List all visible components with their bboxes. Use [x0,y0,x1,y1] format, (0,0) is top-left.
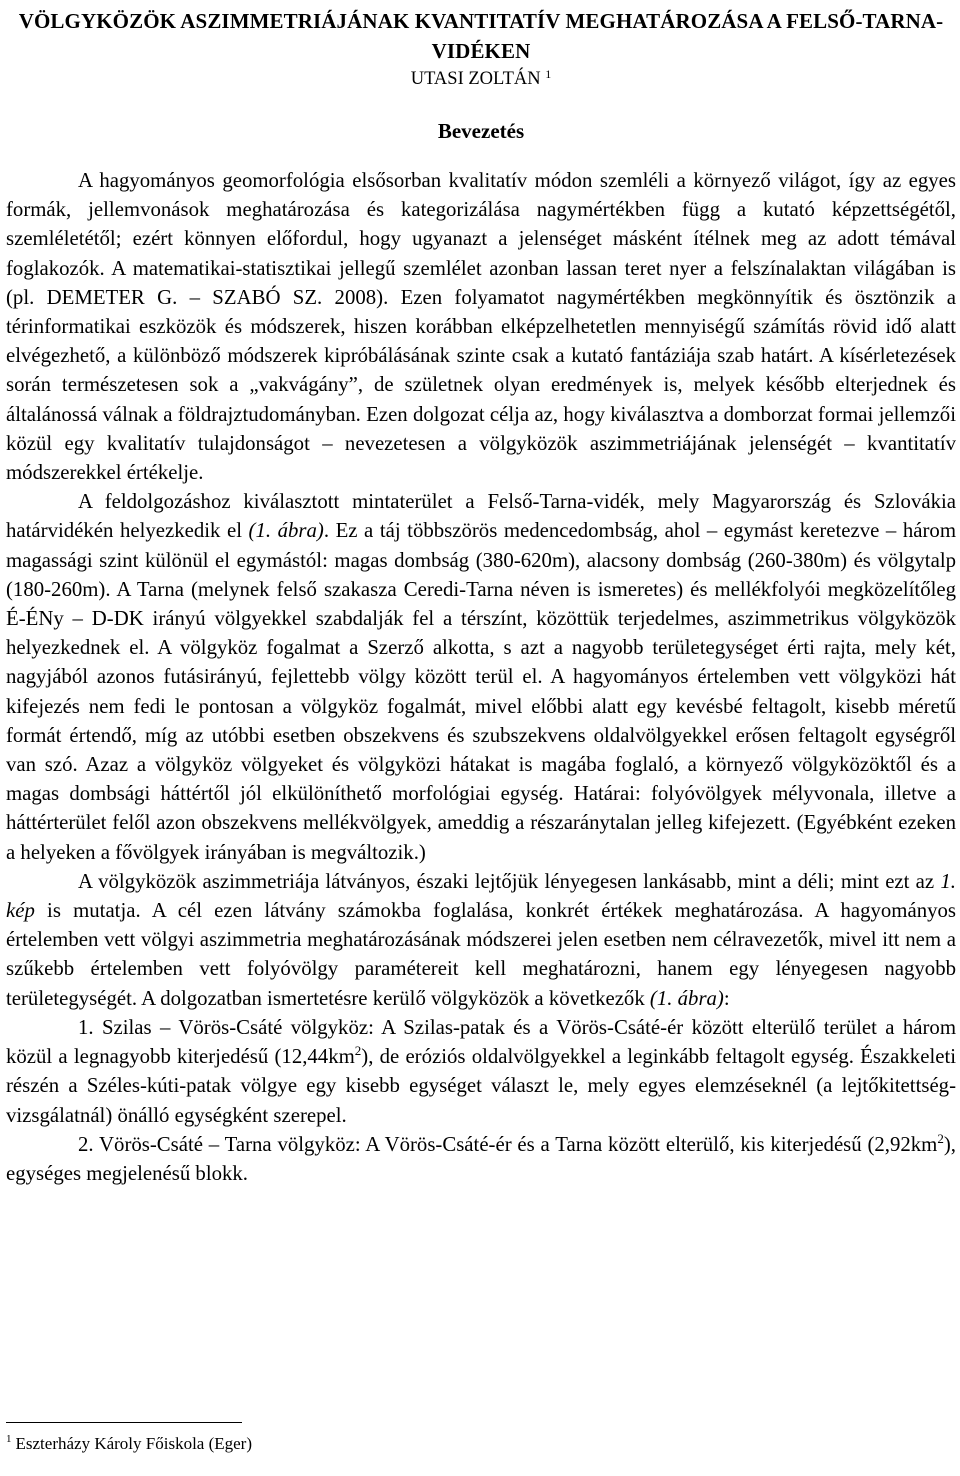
figure-reference: (1. ábra) [248,519,324,543]
paragraph-3 [6,867,956,1013]
paragraph-4-text-a: 1. Szilas – Vörös-Csáté völgyköz: A Szilas-patak és a Vörös-Csáté-ér között elterülő terület a három közül a legnagyobb kiterjedésű (12,44km [6,1015,956,1069]
paragraph-5-text-a: 2. Vörös-Csáté – Tarna völgyköz: A Vörös-Csáté-ér és a Tarna között elterülő, kis kiterjedésű (2,92km [78,1132,938,1156]
paragraph-3-text-a: A völgyközök aszimmetriája látványos, északi lejtőjük lényegesen lankásabb, mint a déli; mint ezt az [78,869,941,893]
footnote-text: Eszterházy Károly Főiskola (Eger) [15,1434,252,1453]
footnote-divider [6,1422,242,1423]
paragraph-4 [6,1013,956,1130]
paragraph-4-text-b: ), de eróziós oldalvölgyekkel a leginkább feltagolt egység. Északkeleti részén a Széles-kúti-patak völgye egy kisebb egységet választ le, mely egyes elemzéseknél (a lejtőkitettség-vizsgálatnál) önálló egységként szerepel. [6,1045,957,1127]
paper-page [6,0,956,1188]
paragraph-3-text-c: : [723,986,730,1010]
author-name: UTASI ZOLTÁN [410,69,541,89]
footnote-mark: 1 [6,1433,12,1445]
footnote [6,1432,252,1456]
paragraph-3-text-b: is mutatja. A cél ezen látvány számokba foglalása, konkrét értékek meghatározása. A hagyományos értelemben vett völgyi aszimmetria meghatározásának módszerei jelen esetben nem célravezetők, mivel itt nem a szűkebb értelemben vett folyóvölgy paramétereit kell meghatározni, hanem egy lényegesen nagyobb területegységét. A dolgozatban ismertetésre kerülő völgyközök a következők [6,899,956,1010]
figure-reference-2: (1. ábra) [649,986,724,1010]
paper-title: VÖLGYKÖZÖK ASZIMMETRIÁJÁNAK KVANTITATÍV MEGHATÁROZÁSA A FELSŐ-TARNA-VIDÉKEN [18,9,944,63]
paragraph-2 [6,487,956,867]
paragraph-5-text-b: ), egységes megjelenésű blokk. [6,1132,956,1185]
superscript-2: 2 [937,1130,944,1146]
author-line [6,66,956,92]
paragraph-2-text-b: . Ez a táj többszörös medencedombság, ahol – egymást keretezve – három magassági szint különül el egymástól: magas dombság (380-620m), alacsony dombság (260-380m) és völgytalp (180-260m). A Tarna (melynek felső szakasza Ceredi-Tarna néven is ismeretes) és mellékfolyói megközelítőleg É-ÉNy – D-DK irányú völgyekkel szabdalják fel a térszínt, közöttük terjedelmes, aszimmetrikus völgyközök helyezkednek el. A völgyköz fogalmat a Szerző alkotta, s azt a nagyobb területegységet érti rajta, mely két, nagyjából azonos futásirányú, fejlettebb völgy között terül el. A hagyományos értelemben vett völgyközi hát kifejezés nem fedi le pontosan a völgyköz fogalmát, mivel előbbi alatt egy kevésbé feltagolt, kisebb méretű formát értendő, míg az utóbbi esetben obszekvens és szubszekvens oldalvölgyekkel erősen feltagolt egységről van szó. Azaz a völgyköz völgyeket és völgyközi hátakat is magába foglaló, a környező völgyközöktől és a magas dombsági háttértől jól elkülöníthető morfológiai egység. Határai: folyóvölgyek mélyvonala, illetve a háttérterület felől azon obszekvens mellékvölgyek, ameddig a részaránytalan jelleg kifejezett. (Egyébként ezeken a helyeken a fővölgyek irányában is megváltozik.) [6,519,957,864]
paragraph-2-text-a: A feldolgozáshoz kiválasztott mintaterület a Felső-Tarna-vidék, mely Magyarország és Szlovákia határvidékén helyezkedik el [6,490,956,543]
section-heading-introduction: Bevezetés [437,119,525,143]
photo-reference: 1. kép [6,869,956,923]
author-footnote-mark[interactable]: 1 [545,67,552,81]
paragraph-1: A hagyományos geomorfológia elsősorban kvalitatív módon szemléli a környező világot, így az egyes formák, jellemvonások meghatározása és kategorizálása nagymértékben függ a kutató képzettségétől, szemléletétől; ezért könnyen előfordul, hogy ugyanazt a jelenséget másként ítélnek meg az adott témával foglakozók. A matematikai-statisztikai jellegű szemlélet azonban lassan teret nyer a felszínalaktan világában is (pl. DEMETER G. – SZABÓ SZ. 2008). Ezen folyamatot nagymértékben megkönnyítik és ösztönzik a térinformatikai eszközök és módszerek, hiszen korábban elképzelhetetlen mennyiségű számítás rövid idő alatt elvégezhető, a különböző módszerek kipróbálásának szinte csak a kutató fantáziája szab határt. A kísérletezések során természetesen sok a „vakvágány”, de születnek olyan eredmények is, melyek később elterjednek és általánossá válnak a földrajztudományban. Ezen dolgozat célja az, hogy kiválasztva a domborzat formai jellemzői közül egy kvalitatív tulajdonságot – nevezetesen a völgyközök aszimmetriájának jelenségét – kvantitatív módszerekkel értékelje. [6,169,956,485]
superscript-2: 2 [354,1043,362,1059]
paragraph-5 [6,1130,956,1188]
body-text [6,166,956,1188]
